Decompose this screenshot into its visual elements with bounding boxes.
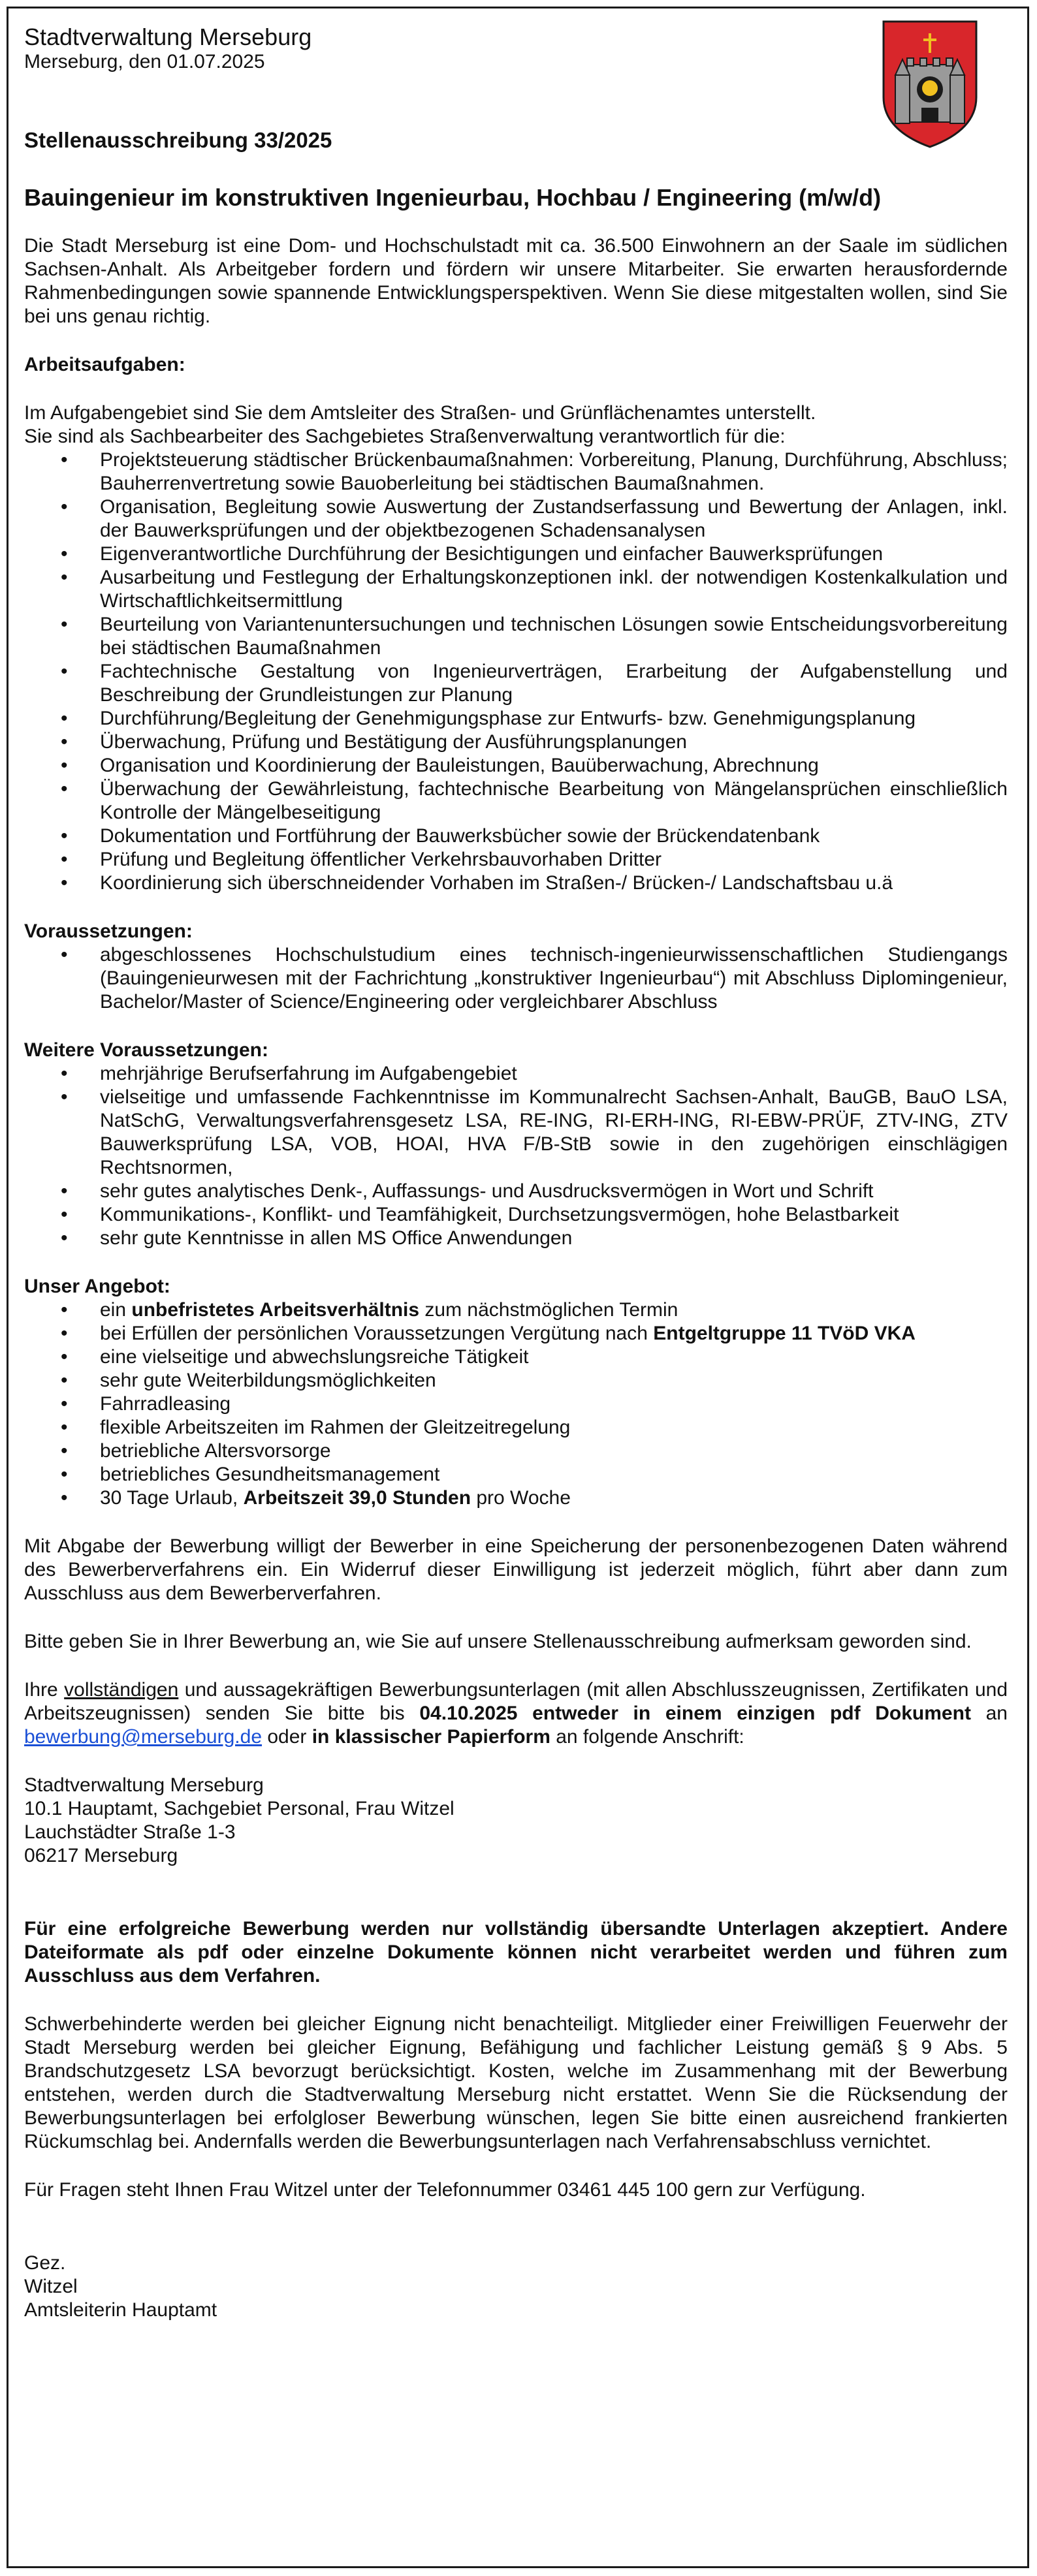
list-item: • betriebliches Gesundheitsmanagement [24, 1463, 1008, 1486]
requirements-list [24, 943, 1008, 1014]
requirements-heading: Voraussetzungen: [24, 920, 193, 942]
contact-paragraph: Für Fragen steht Ihnen Frau Witzel unter der Telefonnummer 03461 445 100 gern zur Verfügung. [24, 2179, 866, 2201]
offer-heading: Unser Angebot: [24, 1276, 170, 1297]
offer-highlight: Entgeltgruppe 11 TVöD VKA [653, 1323, 916, 1344]
list-item: • betriebliche Altersvorsorge [24, 1439, 1008, 1463]
offer-highlight: Arbeitszeit 39,0 Stunden [243, 1487, 471, 1509]
list-item: • sehr gutes analytisches Denk-, Auffassungs- und Ausdrucksvermögen in Wort und Schrift [24, 1180, 1008, 1203]
tasks-list [24, 448, 1008, 895]
list-item: • Durchführung/Begleitung der Genehmigungsphase zur Entwurfs- bzw. Genehmigungsplanung [24, 707, 1008, 730]
list-item: • Organisation und Koordinierung der Bauleistungen, Bauüberwachung, Abrechnung [24, 754, 1008, 778]
further-requirements-heading: Weitere Voraussetzungen: [24, 1039, 268, 1061]
list-item: • bei Erfüllen der persönlichen Voraussetzungen Vergütung nach Entgeltgruppe 11 TVöD VKA [24, 1322, 1008, 1345]
further-requirements-list [24, 1062, 1008, 1250]
list-item: • Kommunikations-, Konflikt- und Teamfähigkeit, Durchsetzungsvermögen, hohe Belastbarkeit [24, 1203, 1008, 1227]
offer-highlight: unbefristetes Arbeitsverhältnis [131, 1299, 420, 1321]
org-name: Stadtverwaltung Merseburg [24, 24, 312, 50]
list-item: • Eigenverantwortliche Durchführung der Besichtigungen und einfacher Bauwerksprüfungen [24, 542, 1008, 566]
list-item: • Beurteilung von Variantenuntersuchungen und technischen Lösungen sowie Entscheidungsvorbereitung bei städtischen Baumaßnahmen [24, 613, 1008, 660]
tasks-lead-1: Im Aufgabengebiet sind Sie dem Amtsleiter des Straßen- und Grünflächenamtes unterstellt. [24, 402, 816, 424]
list-item: • sehr gute Kenntnisse in allen MS Office Anwendungen [24, 1227, 1008, 1250]
completeness-note: Für eine erfolgreiche Bewerbung werden nur vollständig übersandte Unterlagen akzeptiert. Andere Dateiformate als pdf oder einzelne Dokumente können nicht verarbeitet werden und führen zum Ausschluss aus dem Verfahren. [24, 1918, 1008, 1987]
list-item: • Ausarbeitung und Festlegung der Erhaltungskonzeptionen inkl. der notwendigen Kostenkalkulation und Wirtschaftlichkeitsermittlung [24, 566, 1008, 613]
list-item: • Prüfung und Begleitung öffentlicher Verkehrsbauvorhaben Dritter [24, 848, 1008, 872]
list-item: • Dokumentation und Fortführung der Bauwerksbücher sowie der Brückendatenbank [24, 825, 1008, 848]
list-item: • Projektsteuerung städtischer Brückenbaumaßnahmen: Vorbereitung, Planung, Durchführung, Abschluss; Bauherrenvertretung sowie Bauoberleitung bei städtischen Baumaßnahmen. [24, 448, 1008, 495]
application-paragraph: Ihre vollständigen und aussagekräftigen Bewerbungsunterlagen (mit allen Abschlusszeugnissen, Zertifikaten und Arbeitszeugnissen) senden Sie bitte bis 04.10.2025 entweder in einem einzigen pdf Dokument an bewerbung@merseburg.de oder in klassischer Papierform an folgende Anschrift: [24, 1679, 1008, 1748]
list-item: • sehr gute Weiterbildungsmöglichkeiten [24, 1369, 1008, 1392]
tasks-lead-2: Sie sind als Sachbearbeiter des Sachgebietes Straßenverwaltung verantwortlich für die: [24, 426, 786, 447]
list-item: • abgeschlossenes Hochschulstudium eines technisch-ingenieurwissenschaftlichen Studiengangs (Bauingenieurwesen mit der Fachrichtung „konstruktiver Ingenieurbau“) mit Abschluss Diplomingenieur, Bachelor/Master of Science/Engineering oder vergleichbarer Abschluss [24, 943, 1008, 1014]
list-item: • Überwachung, Prüfung und Bestätigung der Ausführungsplanungen [24, 730, 1008, 754]
email-link[interactable]: bewerbung@merseburg.de [24, 1726, 262, 1748]
offer-list [24, 1298, 1008, 1510]
place-date: Merseburg, den 01.07.2025 [24, 51, 265, 72]
document-page [7, 7, 1029, 2568]
list-item: • Koordinierung sich überschneidender Vorhaben im Straßen-/ Brücken-/ Landschaftsbau u.ä [24, 872, 1008, 895]
list-item: • Fahrradleasing [24, 1392, 1008, 1416]
intro-paragraph: Die Stadt Merseburg ist eine Dom- und Hochschulstadt mit ca. 36.500 Einwohnern an der Saale im südlichen Sachsen-Anhalt. Als Arbeitgeber fordern und fördern wir unsere Mitarbeiter. Sie erwarten herausfordernde Rahmenbedingungen sowie spannende Entwicklungsperspektiven. Wenn Sie diese mitgestalten wollen, sind Sie bei uns genau richtig. [24, 235, 1008, 327]
list-item: • Überwachung der Gewährleistung, fachtechnische Bearbeitung von Mängelansprüchen einschließlich Kontrolle der Mängelbeseitigung [24, 778, 1008, 825]
document-content [24, 24, 1008, 2322]
list-item: • eine vielseitige und abwechslungsreiche Tätigkeit [24, 1345, 1008, 1369]
list-item: • 30 Tage Urlaub, Arbeitszeit 39,0 Stunden pro Woche [24, 1486, 1008, 1510]
job-title: Bauingenieur im konstruktiven Ingenieurbau, Hochbau / Engineering (m/w/d) [24, 184, 882, 211]
list-item: • ein unbefristetes Arbeitsverhältnis zum nächstmöglichen Termin [24, 1298, 1008, 1322]
source-note-paragraph: Bitte geben Sie in Ihrer Bewerbung an, wie Sie auf unsere Stellenausschreibung aufmerksam geworden sind. [24, 1631, 972, 1652]
posting-number: Stellenausschreibung 33/2025 [24, 128, 332, 152]
tasks-heading: Arbeitsaufgaben: [24, 354, 185, 375]
address-block: Stadtverwaltung Merseburg 10.1 Hauptamt, Sachgebiet Personal, Frau Witzel Lauchstädter Straße 1-3 06217 Merseburg [24, 1774, 455, 1866]
list-item: • flexible Arbeitszeiten im Rahmen der Gleitzeitregelung [24, 1416, 1008, 1439]
list-item: • vielseitige und umfassende Fachkenntnisse im Kommunalrecht Sachsen-Anhalt, BauGB, BauO LSA, NatSchG, Verwaltungsverfahrensgesetz LSA, RE-ING, RI-ERH-ING, RI-EBW-PRÜF, ZTV-ING, ZTV Bauwerksprüfung LSA, VOB, HOAI, HVA F/B-StB sowie in den zugehörigen einschlägigen Rechtsnormen, [24, 1086, 1008, 1180]
list-item: • mehrjährige Berufserfahrung im Aufgabengebiet [24, 1062, 1008, 1086]
list-item: • Fachtechnische Gestaltung von Ingenieurverträgen, Erarbeitung der Aufgabenstellung und Beschreibung der Grundleistungen zur Planung [24, 660, 1008, 707]
list-item: • Organisation, Begleitung sowie Auswertung der Zustandserfassung und Bewertung der Anlagen, inkl. der Bauwerksprüfungen und der objektbezogenen Schadensanalysen [24, 495, 1008, 542]
disability-note: Schwerbehinderte werden bei gleicher Eignung nicht benachteiligt. Mitglieder einer Freiwilligen Feuerwehr der Stadt Merseburg werden bei gleicher Eignung, Befähigung und fachlicher Leistung gemäß § 9 Abs. 5 Brandschutzgesetz LSA bevorzugt berücksichtigt. Kosten, welche im Zusammenhang mit der Bewerbung entstehen, werden durch die Stadtverwaltung Merseburg nicht erstattet. Wenn Sie die Rücksendung der Bewerbungsunterlagen bei erfolgloser Bewerbung wünschen, legen Sie bitte einen ausreichend frankierten Rückumschlag bei. Andernfalls werden die Bewerbungsunterlagen nach Verfahrensabschluss vernichtet. [24, 2013, 1008, 2152]
signature-block: Gez. Witzel Amtsleiterin Hauptamt [24, 2252, 217, 2321]
privacy-paragraph: Mit Abgabe der Bewerbung willigt der Bewerber in eine Speicherung der personenbezogenen Daten während des Bewerberverfahrens ein. Ein Widerruf dieser Einwilligung ist jederzeit möglich, führt aber dann zum Ausschluss aus dem Bewerberverfahren. [24, 1535, 1008, 1604]
